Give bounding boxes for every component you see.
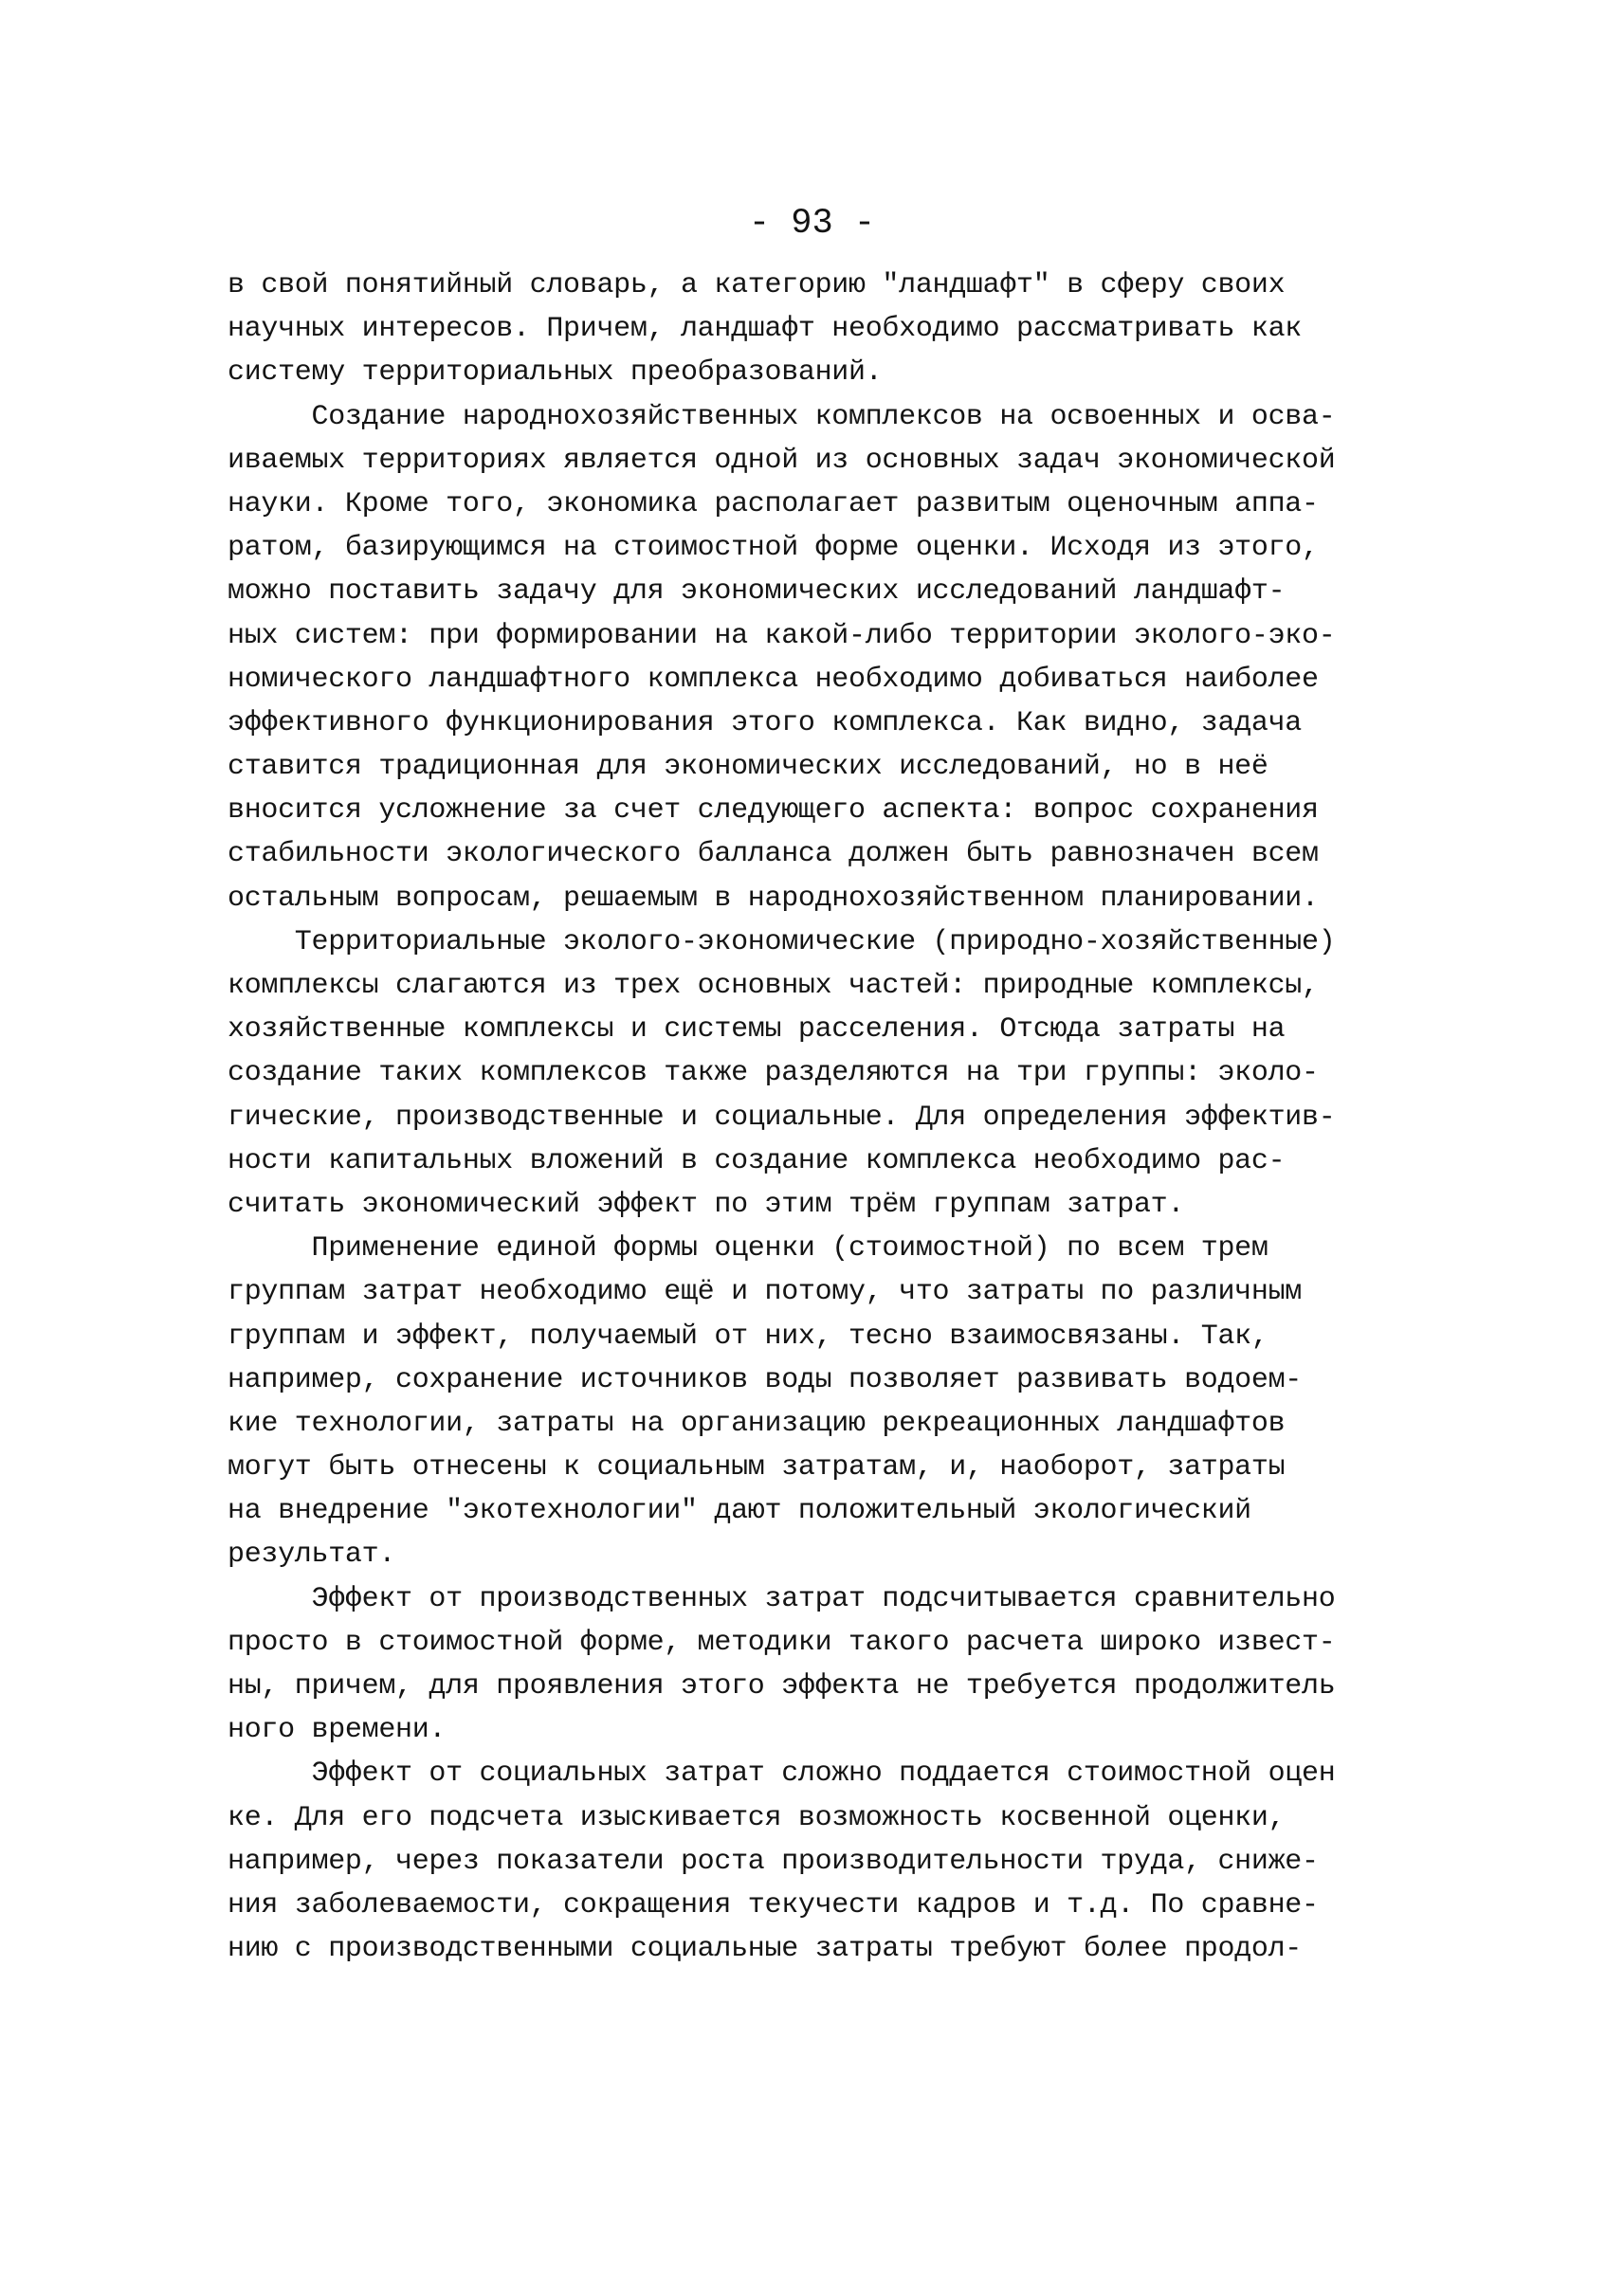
- text-line: хозяйственные комплексы и системы расселения. Отсюда затраты на: [228, 1013, 1286, 1047]
- text-line: ставится традиционная для экономических исследований, но в неё: [228, 751, 1268, 784]
- text-line: например, через показатели роста производительности труда, сниже-: [228, 1845, 1319, 1878]
- text-line: считать экономический эффект по этим трём группам затрат.: [228, 1188, 1185, 1221]
- text-line: группам и эффект, получаемый от них, тесно взаимосвязаны. Так,: [228, 1320, 1268, 1353]
- text-line: в свой понятийный словарь, а категорию "ландшафт" в сферу своих: [228, 269, 1286, 301]
- text-line: ния заболеваемости, сокращения текучести кадров и т.д. По сравне-: [228, 1888, 1319, 1922]
- text-line: ны, причем, для проявления этого эффекта не требуется продолжитель: [228, 1670, 1336, 1703]
- text-line: научных интересов. Причем, ландшафт необходимо рассматривать как: [228, 313, 1302, 346]
- text-line: ке. Для его подсчета изыскивается возможность косвенной оценки,: [228, 1801, 1286, 1834]
- text-line: результат.: [228, 1539, 396, 1572]
- text-line: Территориальные эколого-экономические (природно-хозяйственные): [228, 925, 1336, 958]
- text-line: систему территориальных преобразований.: [228, 356, 883, 390]
- text-line: вносится усложнение за счет следующего аспекта: вопрос сохранения: [228, 794, 1319, 828]
- text-line: можно поставить задачу для экономических исследований ландшафт-: [228, 575, 1286, 609]
- text-line: гические, производственные и социальные. Для определения эффектив-: [228, 1101, 1336, 1134]
- text-line: номического ландшафтного комплекса необходимо добиваться наиболее: [228, 663, 1319, 696]
- page-number: - 93 -: [748, 204, 876, 244]
- text-line: Эффект от социальных затрат сложно поддается стоимостной оцен: [228, 1758, 1336, 1791]
- text-line: Создание народнохозяйственных комплексов на освоенных и осва-: [228, 400, 1336, 433]
- text-line: комплексы слагаются из трех основных частей: природные комплексы,: [228, 970, 1319, 1002]
- text-line: группам затрат необходимо ещё и потому, что затраты по различным: [228, 1276, 1302, 1309]
- text-line: ных систем: при формировании на какой-либо территории эколого-эко-: [228, 619, 1336, 652]
- text-line: иваемых территориях является одной из основных задач экономической: [228, 444, 1336, 477]
- text-line: просто в стоимостной форме, методики такого расчета широко извест-: [228, 1626, 1336, 1659]
- text-line: на внедрение "экотехнологии" дают положительный экологический: [228, 1495, 1251, 1528]
- text-line: Применение единой формы оценки (стоимостной) по всем трем: [228, 1232, 1268, 1266]
- text-line: ного времени.: [228, 1714, 447, 1747]
- text-line: науки. Кроме того, экономика располагает развитым оценочным аппа-: [228, 487, 1319, 520]
- text-line: Эффект от производственных затрат подсчитывается сравнительно: [228, 1582, 1336, 1615]
- text-line: ратом, базирующимся на стоимостной форме оценки. Исходя из этого,: [228, 532, 1319, 565]
- document-body: [228, 264, 1422, 1971]
- text-line: например, сохранение источников воды позволяет развивать водоем-: [228, 1363, 1302, 1396]
- text-line: нию с производственными социальные затраты требуют более продол-: [228, 1933, 1302, 1966]
- text-line: создание таких комплексов также разделяются на три группы: эколо-: [228, 1057, 1319, 1090]
- text-line: остальным вопросам, решаемым в народнохозяйственном планировании.: [228, 882, 1319, 915]
- text-line: стабильности экологического балланса должен быть равнозначен всем: [228, 838, 1319, 871]
- text-line: кие технологии, затраты на организацию рекреационных ландшафтов: [228, 1407, 1286, 1440]
- text-line: могут быть отнесены к социальным затратам, и, наоборот, затраты: [228, 1451, 1286, 1484]
- text-line: эффективного функционирования этого комплекса. Как видно, задача: [228, 706, 1302, 739]
- text-line: ности капитальных вложений в создание комплекса необходимо рас-: [228, 1144, 1286, 1177]
